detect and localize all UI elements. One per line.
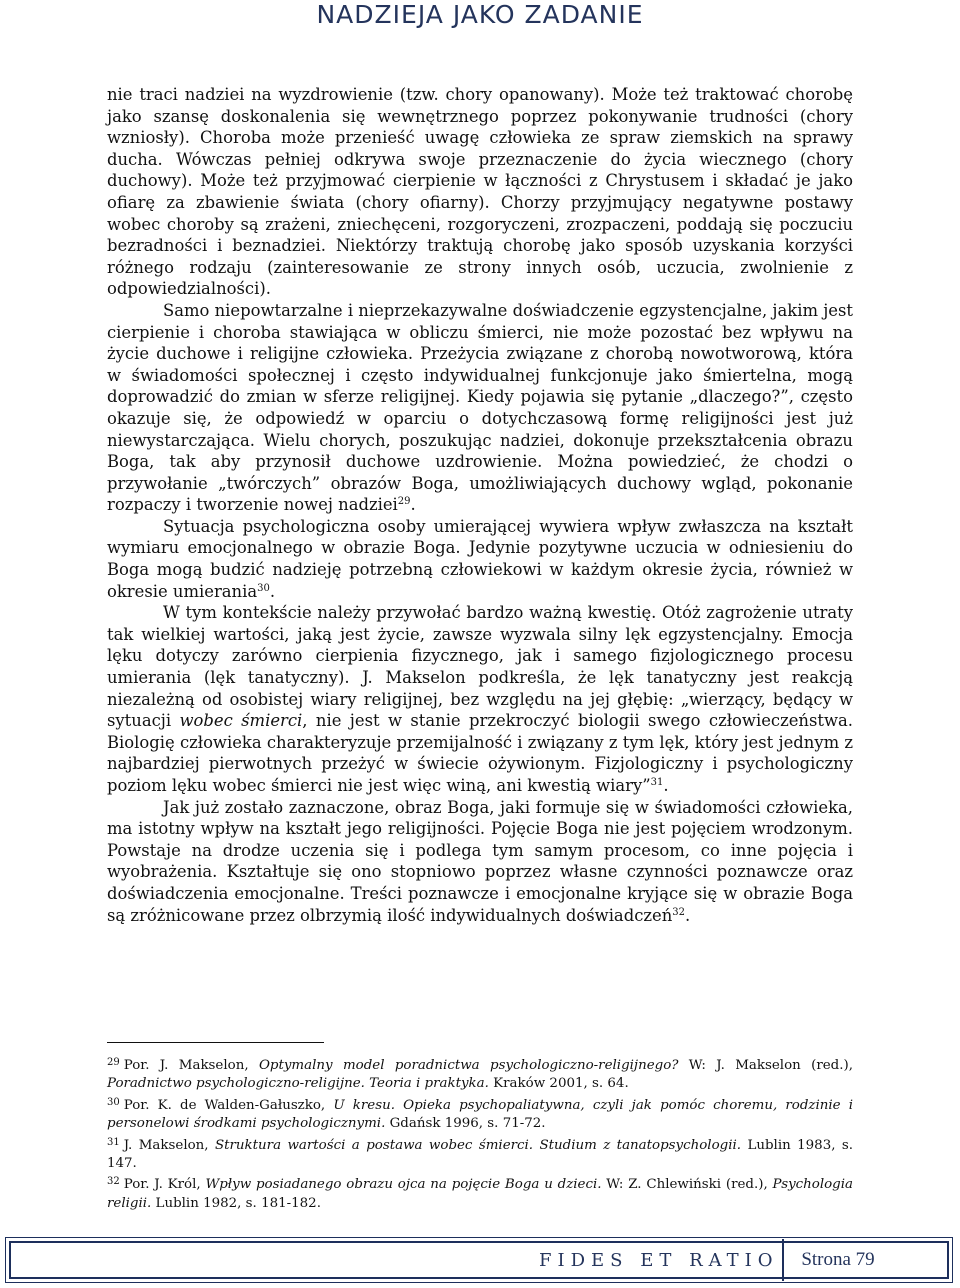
footnote-ref-29[interactable]: 29: [397, 496, 411, 508]
footnote-text: Lublin 1982, s. 181-182.: [151, 1195, 321, 1211]
footnote-title: Poradnictwo psychologiczno-religijne. Teoria i praktyka.: [107, 1076, 489, 1092]
footnote-number: 30: [107, 1096, 120, 1108]
running-title: NADZIEJA JAKO ZADANIE: [316, 0, 644, 29]
footnote-number: 29: [107, 1057, 120, 1068]
paragraph-1: [107, 84, 853, 300]
footnotes: [107, 1054, 853, 1213]
paragraph-2: Samo niepowtarzalne i nieprzekazywalne doświadczenie egzystencjalne, jakim jest cierpienie i choroba stawiająca w obliczu śmierci, nie może pozostać bez wpływu na życie duchowe i religijne człowieka. Przeżycia związane z chorobą nowotworową, która w świadomości społecznej i często indywidualnej funkcjonuje jako śmiertelna, mogą doprowadzić do zmian w sferze religijnej. Kiedy pojawia się pytanie „dlaczego?”, często okazuje się, że odpowiedź w oparciu o dotychczasową formę religijności jest już niewystarczająca. Wielu chorych, poszukując nadziei, dokonuje przekształcenia obrazu Boga, tak aby przynosił duchowe uzdrowienie. Można powiedzieć, że chodzi o przywołanie „twórczych” obrazów Boga, umożliwiających duchowy wgląd, pokonanie rozpaczy i tworzenie nowej nadziei$^{29}$.: [107, 300, 853, 515]
footnote-title: Struktura wartości a postawa wobec śmierci. Studium z tanatopsychologii.: [214, 1137, 742, 1153]
footnote-text: W: Z. Chlewiński (red.),: [601, 1177, 773, 1193]
paragraph-4: W tym kontekście należy przywołać bardzo ważną kwestię. Otóż zagrożenie utraty tak wielkiej wartości, jaką jest życie, zawsze wyzwala silny lęk egzystencjalny. Emocja lęku dotyczy zarówno cierpienia fizycznego, jak i samego fizjologicznego procesu umierania (lęk tanatyczny). J. Makselon podkreśla, że lęk tanatyczny jest reakcją niezależną od osobistej wiary religijnej, bez względu na jej głębię: „wierzący, będący w sytuacji wobec śmierci, nie jest w stanie przekroczyć biologii swego człowieczeństwa. Biologię człowieka charakteryzuje przemijalność i związany z tym lęk, który jest jednym z najbardziej pierwotnych przeżyć w świecie ożywionym. Fizjologiczny i psychologiczny poziom lęku wobec śmierci nie jest więc winą, ani kwestią wiary”$^{31}$.: [107, 603, 853, 795]
footnote-ref-31[interactable]: 31: [650, 777, 664, 788]
footnote-31: [107, 1134, 853, 1174]
footnote-ref-30[interactable]: 30: [257, 582, 270, 594]
paragraph-3-text: Sytuacja psychologiczna osoby umierającej wywiera wpływ zwłaszcza na kształt wymiaru emocjonalnego w obrazie Boga. Jedynie pozytywne uczucia w odniesieniu do Boga mogą budzić nadzieję potrzebną człowiekowi w każdym okresie życia, również w okresie umierania: [107, 516, 853, 601]
footnote-text: Kraków 2001, s. 64.: [488, 1076, 629, 1092]
footnote-30: [107, 1094, 853, 1134]
footnote-text: Gdańsk 1996, s. 71-72.: [385, 1116, 546, 1132]
footnote-title: Psychologia religii.: [107, 1177, 854, 1211]
paragraph-1-text: nie traci nadziei na wyzdrowienie (tzw. chory opanowany). Może też traktować chorobę jako szansę doskonalenia się wewnętrznego poprzez pokonywanie trudności (chory wzniosły). Choroba może przenieść uwagę człowieka ze spraw ziemskich na sprawy ducha. Wówczas pełniej odkrywa swoje przeznaczenie do życia wiecznego (chory duchowy). Może też przyjmować cierpienie w łączności z Chrystusem i składać je jako ofiarę za zbawienie świata (chory ofiarny). Chorzy przyjmujący negatywne postawy wobec choroby są zrażeni, zniechęceni, rozgoryczeni, zrozpaczeni, poddają się poczuciu bezradności i beznadziei. Niektórzy traktują chorobę jako sposób uzyskania korzyści różnego rodzaju (zainteresowanie ze strony innych osób, uczucia, zwolnienie z odpowiedzialności).: [107, 85, 853, 299]
paragraph-4-text-a: W tym kontekście należy przywołać bardzo ważną kwestię. Otóż zagrożenie utraty tak wielkiej wartości, jaką jest życie, zawsze wyzwala silny lęk egzystencjalny. Emocja lęku dotyczy zarówno cierpienia fizycznego, jak i samego fizjologicznego procesu umierania (lęk tanatyczny). J. Makselon podkreśla, że lęk tanatyczny jest reakcją niezależną od osobistej wiary religijnej, bez względu na jej głębię: „wierzący, będący w sytuacji: [107, 603, 853, 731]
footnote-text: Por. J. Król,: [123, 1177, 206, 1193]
footnote-text: W: J. Makselon (red.),: [678, 1058, 853, 1073]
page-number: Strona 79: [782, 1239, 892, 1281]
footnote-ref-32[interactable]: 32: [672, 906, 686, 918]
footnote-title: Optymalny model poradnictwa psychologiczno-religijnego?: [258, 1058, 679, 1073]
paragraph-4-text-b: , nie jest w stanie przekroczyć biologii swego człowieczeństwa. Biologię człowieka charakteryzuje przemijalność i związany z tym lęk, który jest jednym z najbardziej pierwotnych przeżyć w świecie ożywionym. Fizjologiczny i psychologiczny poziom lęku wobec śmierci nie jest więc winą, ani kwestią wiary”: [107, 711, 853, 795]
footnote-text: Por. K. de Walden-Gałuszko,: [123, 1097, 334, 1113]
main-text: [107, 84, 853, 926]
paragraph-3: Sytuacja psychologiczna osoby umierającej wywiera wpływ zwłaszcza na kształt wymiaru emocjonalnego w obrazie Boga. Jedynie pozytywne uczucia w odniesieniu do Boga mogą budzić nadzieję potrzebną człowiekowi w każdym okresie życia, również w okresie umierania$^{30}$.: [107, 516, 853, 601]
footnote-32: [107, 1173, 853, 1213]
footnote-separator: [107, 1042, 324, 1043]
footnote-number: 31: [107, 1136, 120, 1148]
footnote-title: U kresu. Opieka psychopaliatywna, czyli jak pomóc choremu, rodzinie i personelowi środkami psychologicznymi.: [107, 1097, 853, 1132]
footnote-text: Lublin 1983, s. 147.: [107, 1137, 854, 1172]
footnote-29: [107, 1054, 853, 1094]
paragraph-5: Jak już zostało zaznaczone, obraz Boga, jaki formuje się w świadomości człowieka, ma istotny wpływ na kształt jego religijności. Pojęcie Boga nie jest pojęciem wrodzonym. Powstaje na drodze uczenia się i podlega tym samym procesom, co inne pojęcia i wyobrażenia. Kształtuje się ono stopniowo poprzez własne czynności poznawcze oraz doświadczenia emocjonalne. Treści poznawcze i emocjonalne kryjące się w obrazie Boga są zróżnicowane przez olbrzymią ilość indywidualnych doświadczeń$^{32}$.: [107, 797, 853, 925]
journal-name: FIDES ET RATIO: [539, 1250, 779, 1271]
footnote-number: 32: [107, 1176, 120, 1188]
footnote-text: Por. J. Makselon,: [123, 1058, 259, 1073]
footnote-title: Wpływ posiadanego obrazu ojca na pojęcie Boga u dzieci.: [205, 1177, 602, 1193]
footnote-text: J. Makselon,: [123, 1137, 215, 1153]
paragraph-2-text: Samo niepowtarzalne i nieprzekazywalne doświadczenie egzystencjalne, jakim jest cierpienie i choroba stawiająca w obliczu śmierci, nie może pozostać bez wpływu na życie duchowe i religijne człowieka. Przeżycia związane z chorobą nowotworową, która w świadomości społecznej i często indywidualnej funkcjonuje jako śmiertelna, mogą doprowadzić do zmian w sferze religijnej. Kiedy pojawia się pytanie „dlaczego?”, często okazuje się, że odpowiedź w oparciu o dotychczasową formę religijności jest już niewystarczająca. Wielu chorych, poszukując nadziei, dokonuje przekształcenia obrazu Boga, tak aby przynosił duchowe uzdrowienie. Można powiedzieć, że chodzi o przywołanie „twórczych” obrazów Boga, umożliwiających duchowy wgląd, pokonanie rozpaczy i tworzenie nowej nadziei: [107, 300, 853, 515]
paragraph-4-emphasis: wobec śmierci: [179, 711, 303, 731]
paragraph-5-text: Jak już zostało zaznaczone, obraz Boga, jaki formuje się w świadomości człowieka, ma istotny wpływ na kształt jego religijności. Pojęcie Boga nie jest pojęciem wrodzonym. Powstaje na drodze uczenia się i podlega tym samym procesom, co inne pojęcia i wyobrażenia. Kształtuje się ono stopniowo poprzez własne czynności poznawcze oraz doświadczenia emocjonalne. Treści poznawcze i emocjonalne kryjące się w obrazie Boga są zróżnicowane przez olbrzymią ilość indywidualnych doświadczeń: [107, 797, 853, 925]
